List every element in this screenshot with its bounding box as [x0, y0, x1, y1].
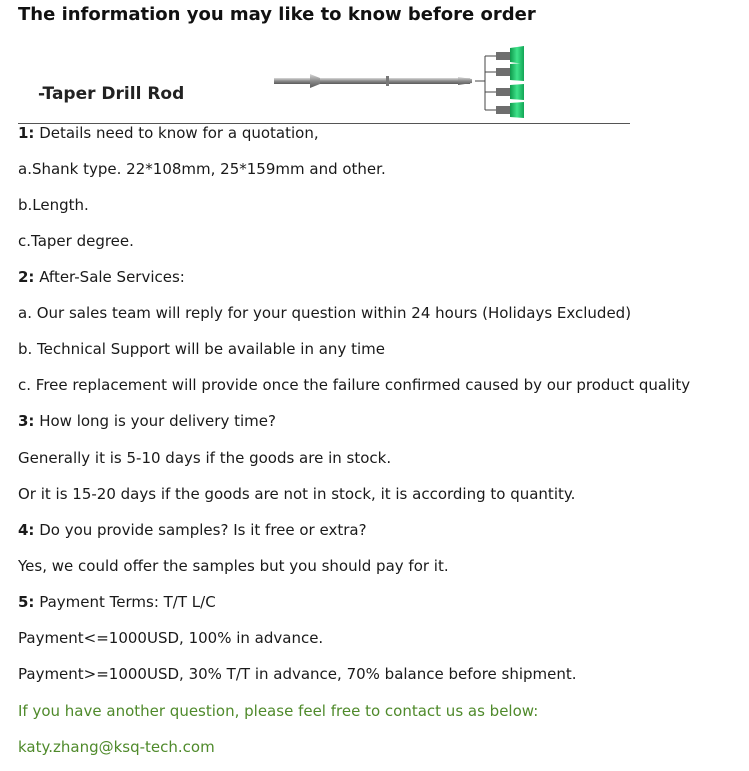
drill-bit-icon: [496, 84, 524, 100]
list-item: c.Taper degree.: [18, 232, 134, 250]
section-heading-text: Do you provide samples? Is it free or extra?: [34, 521, 367, 539]
section-number: 1:: [18, 124, 35, 142]
page-title: The information you may like to know before order: [18, 4, 536, 25]
section-heading-text: Payment Terms: T/T L/C: [34, 593, 216, 611]
drill-bit-icon: [496, 46, 524, 64]
list-item: Payment>=1000USD, 30% T/T in advance, 70% balance before shipment.: [18, 665, 577, 683]
section-5-heading: [18, 593, 216, 611]
list-item: a. Our sales team will reply for your question within 24 hours (Holidays Excluded): [18, 304, 632, 322]
section-3-heading: [18, 412, 276, 430]
section-4-heading: [18, 521, 367, 539]
list-item: Payment<=1000USD, 100% in advance.: [18, 629, 324, 647]
section-heading-text: How long is your delivery time?: [34, 412, 276, 430]
section-heading-text: Details need to know for a quotation,: [34, 124, 319, 142]
section-heading-text: After-Sale Services:: [34, 268, 185, 286]
contact-email-link[interactable]: katy.zhang@ksq-tech.com: [18, 738, 215, 756]
product-subtitle: -Taper Drill Rod: [38, 84, 185, 104]
section-number: 4:: [18, 521, 35, 539]
list-item: b.Length.: [18, 196, 89, 214]
section-number: 2:: [18, 268, 35, 286]
bracket-lines: [475, 56, 496, 110]
list-item: Yes, we could offer the samples but you should pay for it.: [18, 557, 449, 575]
section-number: 5:: [18, 593, 35, 611]
taper-drill-rod-illustration: [272, 44, 532, 120]
drill-bit-icon: [496, 63, 524, 81]
button-bit-icons: [496, 46, 524, 118]
list-item: Or it is 15-20 days if the goods are not in stock, it is according to quantity.: [18, 485, 576, 503]
section-1-heading: [18, 124, 319, 142]
contact-note: If you have another question, please feel free to contact us as below:: [18, 702, 539, 720]
drill-rod-shape: [274, 74, 472, 88]
section-2-heading: [18, 268, 185, 286]
list-item: a.Shank type. 22*108mm, 25*159mm and other.: [18, 160, 386, 178]
list-item: b. Technical Support will be available in any time: [18, 340, 385, 358]
list-item: Generally it is 5-10 days if the goods are in stock.: [18, 449, 392, 467]
drill-bit-icon: [496, 102, 524, 118]
list-item: c. Free replacement will provide once the failure confirmed caused by our product quality: [18, 376, 691, 394]
section-number: 3:: [18, 412, 35, 430]
